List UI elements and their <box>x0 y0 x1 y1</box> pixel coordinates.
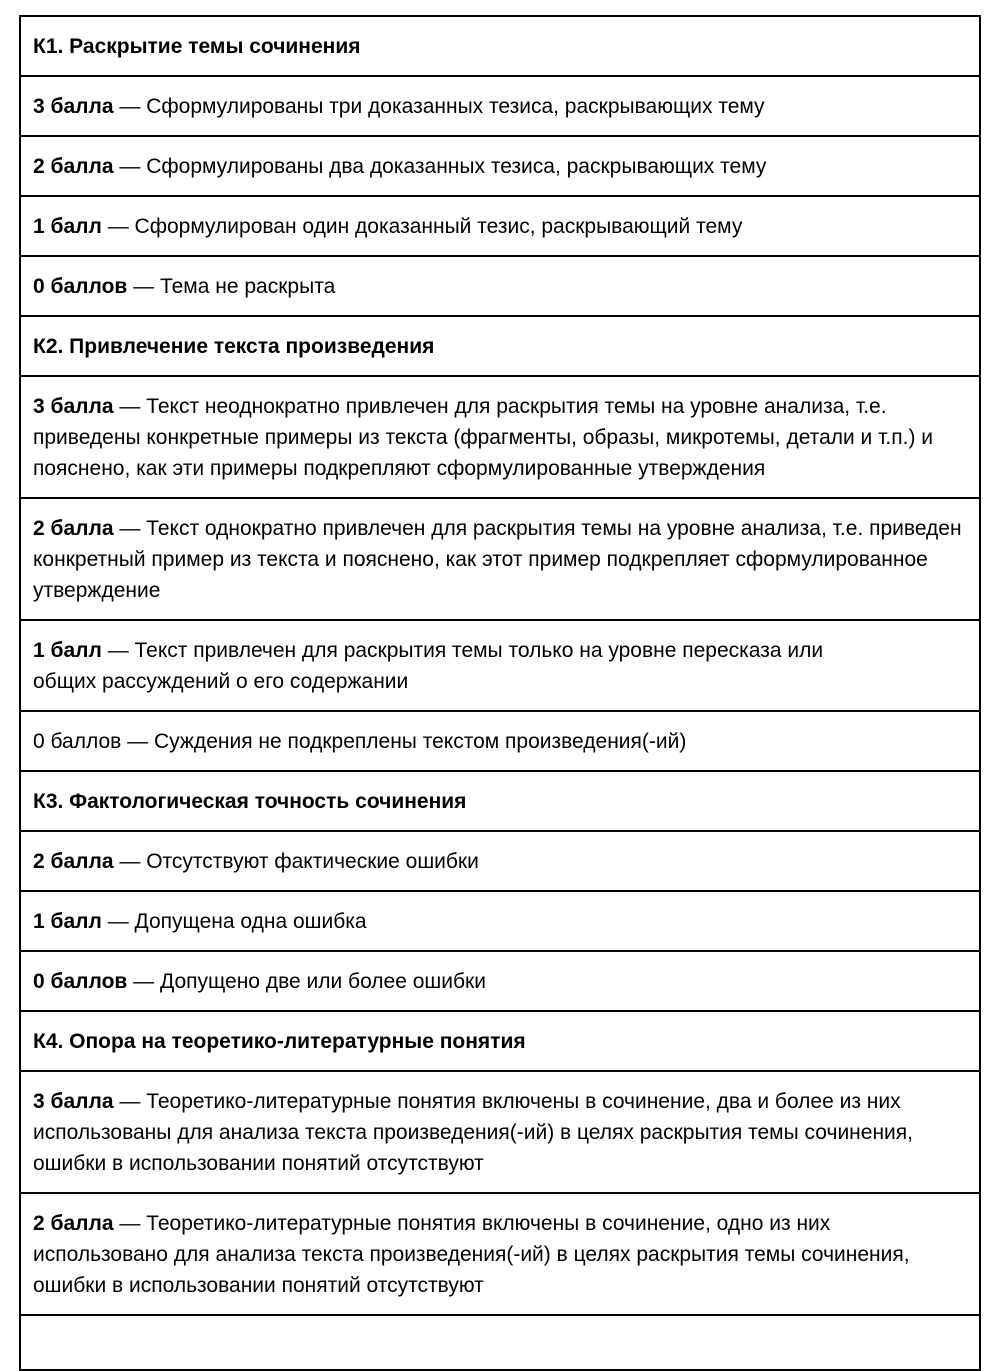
table-cell <box>20 1193 980 1315</box>
score-row <box>20 256 980 316</box>
score-description: — Отсутствуют фактические ошибки <box>113 850 479 873</box>
score-label: 3 балла <box>33 95 114 118</box>
score-row <box>20 196 980 256</box>
table-cell <box>20 951 980 1011</box>
score-description: 0 баллов — Суждения не подкреплены текстом произведения(-ий) <box>33 730 687 753</box>
score-description: — Тема не раскрыта <box>127 275 336 298</box>
score-description: — Теоретико-литературные понятия включены в сочинение, два и более из них использованы для анализа текста произведения(-ий) в целях раскрытия темы сочинения, ошибки в использовании понятий отсутствуют <box>33 1090 913 1175</box>
score-description: — Допущена одна ошибка <box>101 910 367 933</box>
score-row <box>20 1315 980 1370</box>
criterion-title: К1. Раскрытие темы сочинения <box>33 35 361 58</box>
score-row <box>20 76 980 136</box>
score-row <box>20 498 980 620</box>
table-cell <box>20 891 980 951</box>
score-row <box>20 620 980 711</box>
criterion-header-k4 <box>20 1011 980 1071</box>
criterion-header-k1 <box>20 16 980 76</box>
score-label: 2 балла <box>33 517 114 540</box>
table-cell <box>20 831 980 891</box>
table-cell <box>20 711 980 771</box>
criteria-table <box>19 15 981 1371</box>
score-description: — Допущено две или более ошибки <box>127 970 486 993</box>
criterion-title: К2. Привлечение текста произведения <box>33 335 435 358</box>
score-label: 0 баллов <box>33 275 128 298</box>
score-description: — Текст неоднократно привлечен для раскрытия темы на уровне анализа, т.е. приведены конкретные примеры из текста (фрагменты, образы, микротемы, детали и т.п.) и пояснено, как эти примеры подкрепляют сформулированные утверждения <box>33 395 934 480</box>
score-row <box>20 136 980 196</box>
criterion-header-k2 <box>20 316 980 376</box>
score-label: 1 балл <box>33 639 102 662</box>
table-cell <box>20 1071 980 1193</box>
score-label: 2 балла <box>33 850 114 873</box>
criterion-title: К3. Фактологическая точность сочинения <box>33 790 467 813</box>
score-row <box>20 951 980 1011</box>
table-cell <box>20 771 980 831</box>
table-cell <box>20 76 980 136</box>
score-description: — Текст однократно привлечен для раскрытия темы на уровне анализа, т.е. приведен конкретный пример из текста и пояснено, как этот пример подкрепляет сформулированное утверждение <box>33 517 962 602</box>
score-label: 2 балла <box>33 1212 114 1235</box>
score-label: 3 балла <box>33 1090 114 1113</box>
criterion-title: К4. Опора на теоретико-литературные понятия <box>33 1030 526 1053</box>
score-label: 0 баллов <box>33 970 128 993</box>
criterion-header-k3 <box>20 771 980 831</box>
table-cell <box>20 376 980 498</box>
score-row <box>20 1071 980 1193</box>
score-row <box>20 891 980 951</box>
table-cell <box>20 498 980 620</box>
score-label: 1 балл <box>33 910 102 933</box>
table-cell <box>20 136 980 196</box>
score-row <box>20 376 980 498</box>
score-description: — Сформулирован один доказанный тезис, раскрывающий тему <box>101 215 743 238</box>
score-row <box>20 711 980 771</box>
score-description: — Сформулированы два доказанных тезиса, раскрывающих тему <box>113 155 767 178</box>
score-description: — Сформулированы три доказанных тезиса, раскрывающих тему <box>113 95 765 118</box>
table-cell <box>20 1011 980 1071</box>
score-row <box>20 1193 980 1315</box>
score-description: — Текст привлечен для раскрытия темы только на уровне пересказа или общих рассуждений о его содержании <box>33 639 824 693</box>
table-cell <box>20 316 980 376</box>
table-cell <box>20 256 980 316</box>
table-cell <box>20 620 980 711</box>
score-description: — Теоретико-литературные понятия включены в сочинение, одно из них использовано для анализа текста произведения(-ий) в целях раскрытия темы сочинения, ошибки в использовании понятий отсутствуют <box>33 1212 910 1297</box>
table-cell <box>20 196 980 256</box>
score-row <box>20 831 980 891</box>
score-label: 3 балла <box>33 395 114 418</box>
score-label: 2 балла <box>33 155 114 178</box>
score-label: 1 балл <box>33 215 102 238</box>
table-cell <box>20 1315 980 1370</box>
table-cell <box>20 16 980 76</box>
